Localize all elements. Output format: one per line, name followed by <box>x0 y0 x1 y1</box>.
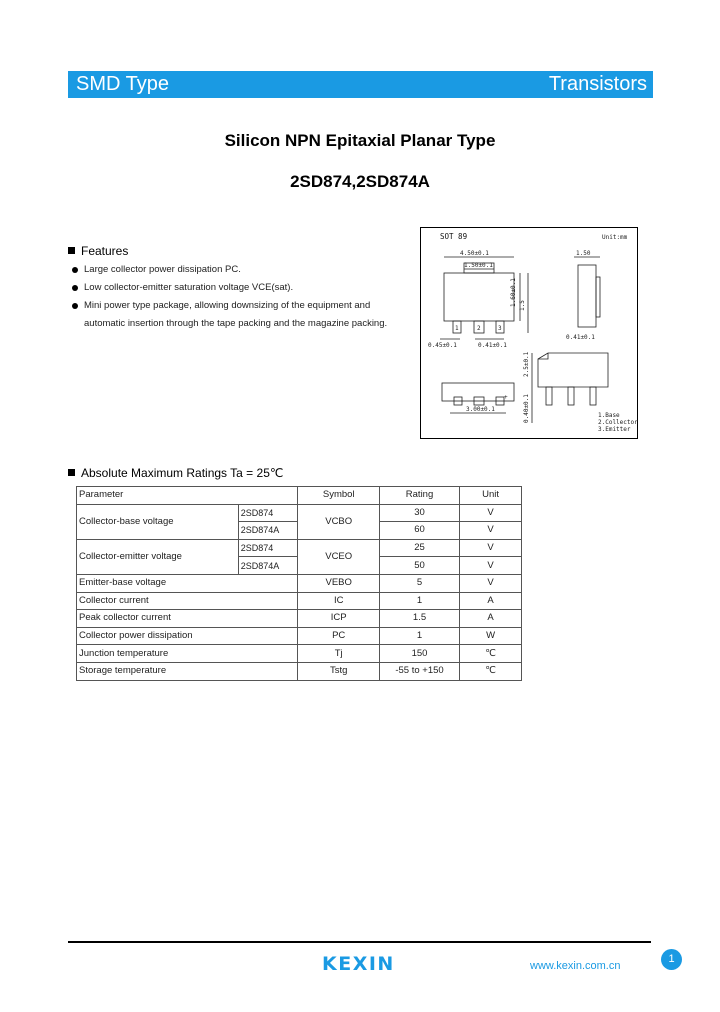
table-row <box>77 645 522 663</box>
rating-cell: 60 <box>379 522 459 540</box>
feature-item-continuation: automatic insertion through the tape packing and the magazine packing. <box>84 318 388 329</box>
param-cell: Collector-emitter voltage <box>77 539 239 574</box>
table-row <box>77 504 522 522</box>
pin-polarity-mark: + <box>504 394 508 401</box>
column-header: Symbol <box>298 487 379 505</box>
dim-label: 1.5 <box>519 300 526 311</box>
param-cell: Storage temperature <box>77 662 298 680</box>
symbol-cell: ICP <box>298 610 379 628</box>
table-row <box>77 539 522 557</box>
features-heading: Features <box>68 244 128 258</box>
unit-cell: V <box>460 504 522 522</box>
package-unit: Unit:mm <box>602 234 628 241</box>
dim-label: 0.41±0.1 <box>478 342 507 349</box>
bullet-dot-icon <box>72 303 78 309</box>
pin-label: 2 <box>477 325 481 332</box>
pin-legend-item: 3.Emitter <box>598 426 631 433</box>
ratings-table <box>76 486 522 681</box>
bullet-dot-icon <box>72 285 78 291</box>
website-link[interactable]: www.kexin.com.cn <box>530 960 621 972</box>
pin-label: 1 <box>455 325 459 332</box>
package-name: SOT 89 <box>440 232 468 241</box>
unit-cell: V <box>460 574 522 592</box>
rating-cell: 1 <box>379 592 459 610</box>
rating-cell: 5 <box>379 574 459 592</box>
param-cell: Collector power dissipation <box>77 627 298 645</box>
param-cell: Junction temperature <box>77 645 298 663</box>
dim-label: 1.50±0.1 <box>464 262 493 269</box>
pin-label: 3 <box>498 325 502 332</box>
column-header: Parameter <box>77 487 298 505</box>
feature-item: Low collector-emitter saturation voltage VCE(sat). <box>84 282 294 293</box>
page-number-badge: 1 <box>661 949 682 970</box>
column-header: Rating <box>379 487 459 505</box>
unit-cell: ℃ <box>460 645 522 663</box>
rating-cell: 30 <box>379 504 459 522</box>
bullet-square-icon <box>68 469 75 476</box>
ratings-heading: Absolute Maximum Ratings Ta = 25℃ <box>68 466 283 480</box>
dim-label: 2.5±0.1 <box>523 351 530 377</box>
unit-cell: A <box>460 592 522 610</box>
rating-cell: 1.5 <box>379 610 459 628</box>
symbol-cell: VCBO <box>298 504 379 539</box>
rating-cell: 50 <box>379 557 459 575</box>
column-header: Unit <box>460 487 522 505</box>
part-numbers: 2SD874,2SD874A <box>290 172 430 191</box>
param-cell: Collector current <box>77 592 298 610</box>
pin-legend-item: 1.Base <box>598 412 620 419</box>
table-row <box>77 574 522 592</box>
param-cell: Peak collector current <box>77 610 298 628</box>
dim-label: 1.50 <box>576 250 591 257</box>
dim-label: 1.60±0.1 <box>510 278 517 307</box>
dim-label: 0.40±0.1 <box>523 394 530 423</box>
dim-label: 4.50±0.1 <box>460 250 489 257</box>
unit-cell: A <box>460 610 522 628</box>
param-cell: Emitter-base voltage <box>77 574 298 592</box>
footer-divider <box>68 941 651 943</box>
header-category: SMD Type <box>76 73 169 95</box>
param-cell: Collector-base voltage <box>77 504 239 539</box>
unit-cell: V <box>460 539 522 557</box>
symbol-cell: IC <box>298 592 379 610</box>
rating-cell: 1 <box>379 627 459 645</box>
table-row <box>77 662 522 680</box>
rating-cell: 25 <box>379 539 459 557</box>
kexin-logo: KEXIN <box>322 953 395 975</box>
variant-cell: 2SD874A <box>238 557 298 575</box>
symbol-cell: VCEO <box>298 539 379 574</box>
dim-label: 0.45±0.1 <box>428 342 457 349</box>
header-product-type: Transistors <box>548 73 647 95</box>
unit-cell: V <box>460 522 522 540</box>
symbol-cell: Tstg <box>298 662 379 680</box>
feature-item: Mini power type package, allowing downsizing of the equipment and <box>84 300 371 311</box>
table-row <box>77 610 522 628</box>
feature-item: Large collector power dissipation PC. <box>84 264 241 275</box>
bullet-square-icon <box>68 247 75 254</box>
variant-cell: 2SD874 <box>238 539 298 557</box>
rating-cell: 150 <box>379 645 459 663</box>
dim-label: 3.00±0.1 <box>466 406 495 413</box>
variant-cell: 2SD874A <box>238 522 298 540</box>
symbol-cell: VEBO <box>298 574 379 592</box>
pin-legend-item: 2.Collector <box>598 419 638 426</box>
unit-cell: ℃ <box>460 662 522 680</box>
table-header-row <box>77 487 522 505</box>
symbol-cell: PC <box>298 627 379 645</box>
unit-cell: V <box>460 557 522 575</box>
table-row <box>77 592 522 610</box>
package-outline-drawing <box>420 227 638 439</box>
bullet-dot-icon <box>72 267 78 273</box>
variant-cell: 2SD874 <box>238 504 298 522</box>
unit-cell: W <box>460 627 522 645</box>
rating-cell: -55 to +150 <box>379 662 459 680</box>
table-row <box>77 627 522 645</box>
document-title: Silicon NPN Epitaxial Planar Type <box>224 131 496 150</box>
dim-label: 0.41±0.1 <box>566 334 595 341</box>
symbol-cell: Tj <box>298 645 379 663</box>
